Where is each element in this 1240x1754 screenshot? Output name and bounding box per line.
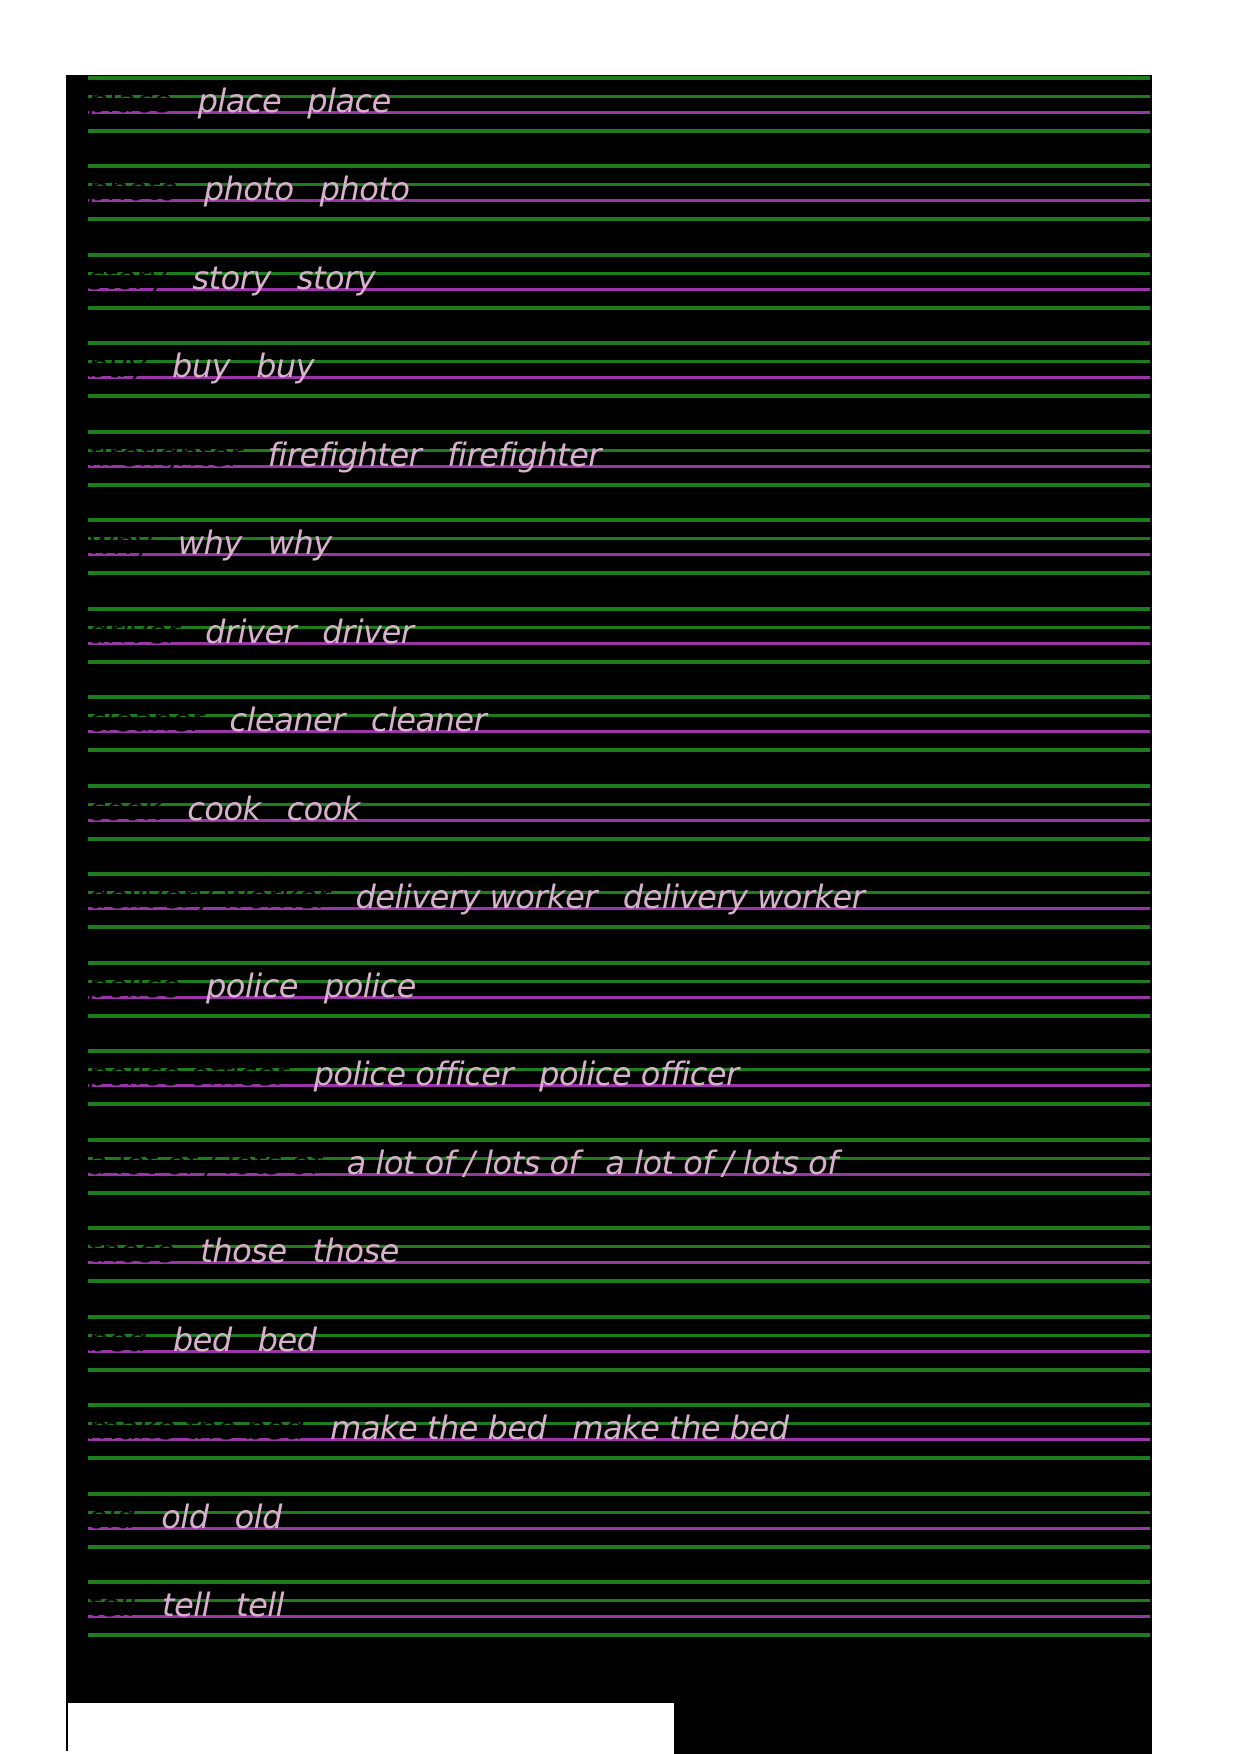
- guide-line-bottom: [88, 1368, 1150, 1372]
- handwriting-row: [88, 1492, 1150, 1549]
- guide-line-top: [88, 961, 1150, 965]
- handwriting-row: [88, 695, 1150, 752]
- handwriting-row: [88, 1580, 1150, 1637]
- trace-word: cook: [88, 790, 162, 828]
- practice-word: police: [323, 967, 416, 1005]
- guide-line-top: [88, 253, 1150, 257]
- guide-line-top: [88, 518, 1150, 522]
- guide-line-bottom: [88, 1545, 1150, 1549]
- guide-line-top: [88, 607, 1150, 611]
- practice-word: old: [161, 1498, 209, 1536]
- guide-line-bottom: [88, 1279, 1150, 1283]
- trace-word: tell: [88, 1586, 137, 1624]
- guide-line-bottom: [88, 306, 1150, 310]
- row-words: [88, 1232, 399, 1270]
- handwriting-row: [88, 518, 1150, 575]
- guide-line-top: [88, 1403, 1150, 1407]
- practice-word: police officer: [539, 1055, 739, 1093]
- practice-word: photo: [319, 170, 410, 208]
- guide-line-bottom: [88, 1456, 1150, 1460]
- row-words: [88, 170, 410, 208]
- practice-word: bed: [172, 1321, 232, 1359]
- row-words: [88, 1498, 282, 1536]
- guide-line-top: [88, 784, 1150, 788]
- practice-word: firefighter: [447, 436, 601, 474]
- guide-line-bottom: [88, 837, 1150, 841]
- handwriting-row: [88, 430, 1150, 487]
- handwriting-row: [88, 341, 1150, 398]
- guide-line-top: [88, 1226, 1150, 1230]
- footer-band: [674, 1703, 1152, 1754]
- guide-line-top: [88, 872, 1150, 876]
- handwriting-row: [88, 164, 1150, 221]
- practice-word: police: [205, 967, 298, 1005]
- row-words: [88, 1586, 285, 1624]
- guide-line-top: [88, 341, 1150, 345]
- guide-line-top: [88, 76, 1150, 80]
- guide-line-bottom: [88, 925, 1150, 929]
- trace-word: cleaner: [88, 701, 204, 739]
- row-words: [88, 82, 391, 120]
- guide-line-bottom: [88, 129, 1150, 133]
- trace-word: place: [88, 82, 172, 120]
- row-words: [88, 1144, 838, 1182]
- handwriting-row: [88, 961, 1150, 1018]
- practice-word: make the bed: [572, 1409, 789, 1447]
- practice-word: driver: [322, 613, 414, 651]
- practice-word: cleaner: [229, 701, 345, 739]
- row-words: [88, 701, 487, 739]
- handwriting-row: [88, 1226, 1150, 1283]
- practice-word: police officer: [313, 1055, 514, 1093]
- trace-word: driver: [88, 613, 180, 651]
- guide-line-top: [88, 430, 1150, 434]
- handwriting-row: [88, 76, 1150, 133]
- guide-line-bottom: [88, 217, 1150, 221]
- row-words: [88, 347, 315, 385]
- handwriting-row: [88, 607, 1150, 664]
- trace-word: a lot of / lots of: [88, 1144, 321, 1182]
- guide-line-bottom: [88, 1191, 1150, 1195]
- row-words: [88, 790, 360, 828]
- practice-word: cook: [187, 790, 261, 828]
- row-words: [88, 1409, 789, 1447]
- guide-line-top: [88, 1049, 1150, 1053]
- trace-word: bed: [88, 1321, 147, 1359]
- handwriting-row: [88, 1403, 1150, 1460]
- trace-word: buy: [88, 347, 147, 385]
- practice-word: bed: [257, 1321, 317, 1359]
- trace-word: story: [88, 259, 167, 297]
- handwriting-row: [88, 1315, 1150, 1372]
- trace-word: police: [88, 967, 180, 1005]
- row-words: [88, 1321, 317, 1359]
- trace-word: why: [88, 524, 152, 562]
- practice-word: driver: [205, 613, 297, 651]
- handwriting-row: [88, 872, 1150, 929]
- practice-word: tell: [162, 1586, 211, 1624]
- practice-word: buy: [256, 347, 315, 385]
- guide-line-top: [88, 1315, 1150, 1319]
- row-words: [88, 878, 865, 916]
- guide-line-bottom: [88, 660, 1150, 664]
- guide-line-top: [88, 1580, 1150, 1584]
- practice-word: those: [200, 1232, 287, 1270]
- guide-line-bottom: [88, 1633, 1150, 1637]
- practice-word: old: [234, 1498, 282, 1536]
- practice-word: those: [312, 1232, 399, 1270]
- row-words: [88, 613, 414, 651]
- practice-word: a lot of / lots of: [605, 1144, 838, 1182]
- trace-word: firefighter: [88, 436, 242, 474]
- practice-word: cook: [286, 790, 360, 828]
- guide-line-bottom: [88, 1014, 1150, 1018]
- trace-word: police officer: [88, 1055, 288, 1093]
- practice-word: place: [197, 82, 282, 120]
- practice-word: why: [267, 524, 332, 562]
- handwriting-row: [88, 253, 1150, 310]
- row-words: [88, 524, 332, 562]
- practice-word: a lot of / lots of: [346, 1144, 580, 1182]
- guide-line-top: [88, 164, 1150, 168]
- guide-line-bottom: [88, 571, 1150, 575]
- practice-word: place: [307, 82, 391, 120]
- guide-line-bottom: [88, 394, 1150, 398]
- practice-word: buy: [172, 347, 231, 385]
- trace-word: make the bed: [88, 1409, 305, 1447]
- handwriting-row: [88, 784, 1150, 841]
- practice-word: delivery worker: [622, 878, 865, 916]
- trace-word: old: [88, 1498, 136, 1536]
- practice-word: firefighter: [267, 436, 422, 474]
- trace-word: delivery worker: [88, 878, 330, 916]
- handwriting-row: [88, 1049, 1150, 1106]
- trace-word: those: [88, 1232, 175, 1270]
- row-words: [88, 259, 376, 297]
- practice-word: make the bed: [330, 1409, 547, 1447]
- practice-word: photo: [203, 170, 294, 208]
- guide-line-bottom: [88, 748, 1150, 752]
- guide-line-top: [88, 695, 1150, 699]
- guide-line-bottom: [88, 1102, 1150, 1106]
- guide-line-bottom: [88, 483, 1150, 487]
- practice-word: cleaner: [370, 701, 487, 739]
- row-words: [88, 1055, 739, 1093]
- row-words: [88, 436, 601, 474]
- handwriting-row: [88, 1138, 1150, 1195]
- worksheet-board: [66, 75, 1152, 1703]
- guide-line-top: [88, 1138, 1150, 1142]
- trace-word: photo: [88, 170, 178, 208]
- practice-word: tell: [236, 1586, 285, 1624]
- practice-word: story: [296, 259, 376, 297]
- practice-word: why: [177, 524, 242, 562]
- left-edge-line: [66, 1703, 68, 1751]
- guide-line-top: [88, 1492, 1150, 1496]
- practice-word: delivery worker: [355, 878, 597, 916]
- row-words: [88, 967, 416, 1005]
- practice-word: story: [192, 259, 271, 297]
